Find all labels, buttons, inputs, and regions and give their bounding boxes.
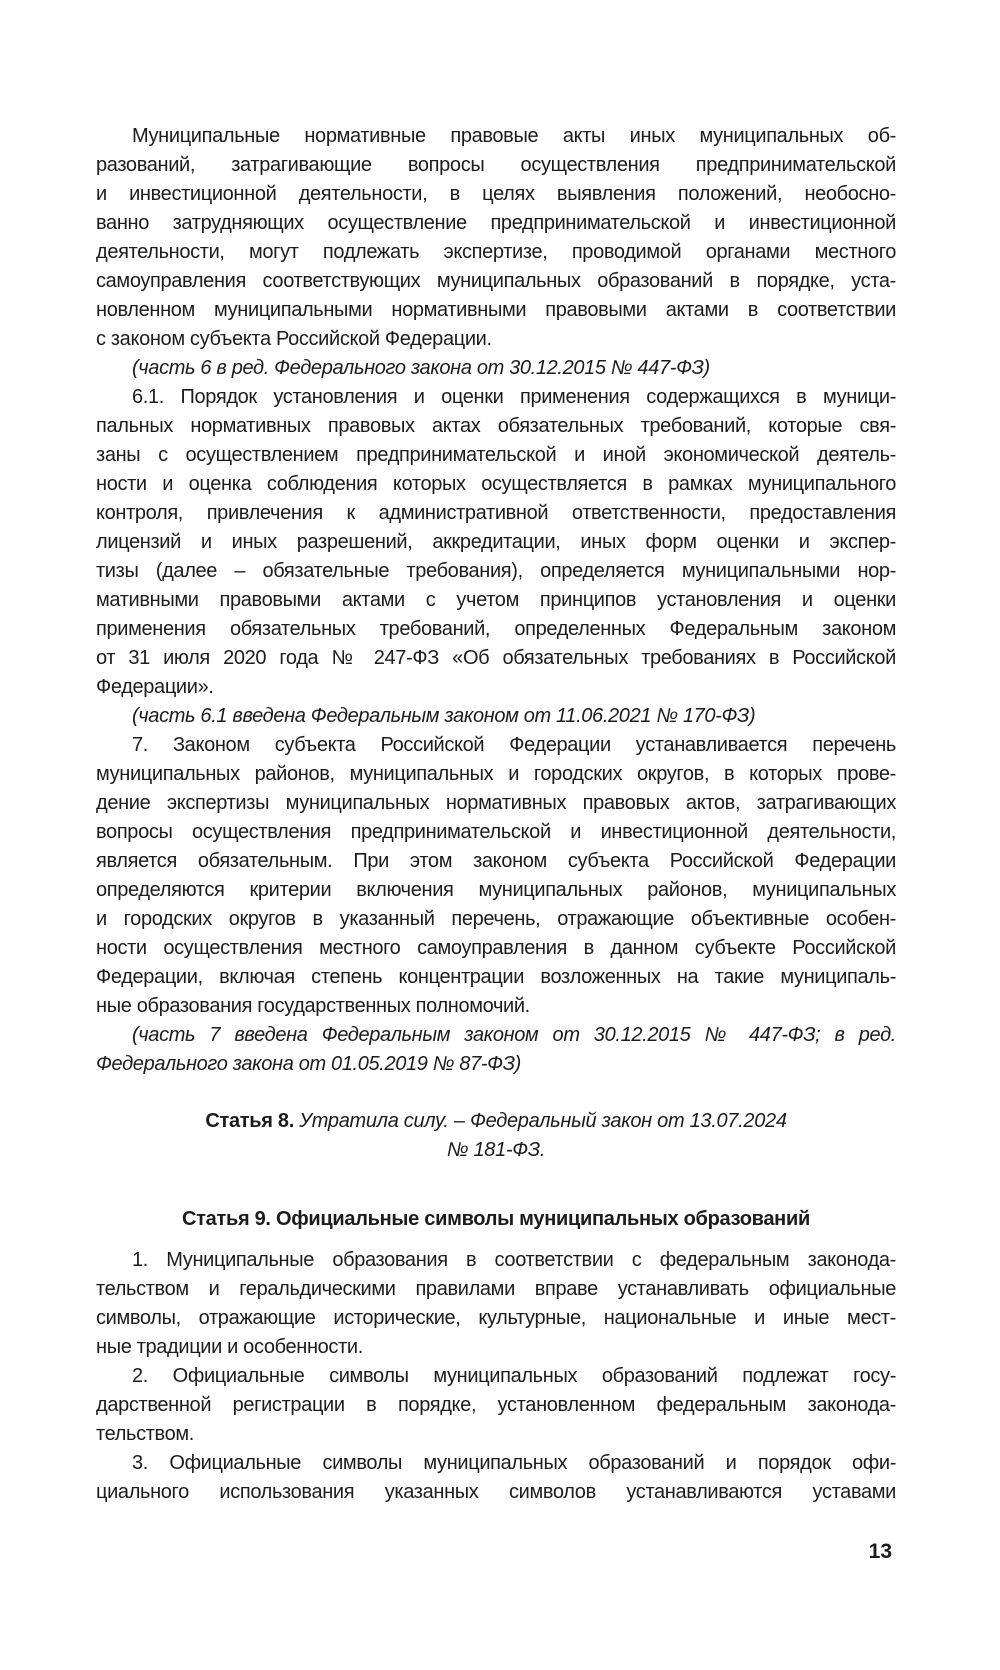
text-line: контроля, привлечения к административной ответственности, предоставления: [96, 502, 896, 524]
text-line: Федерации, включая степень концентрации возложенных на такие муниципаль-: [96, 966, 896, 988]
text-line: лицензий и иных разрешений, аккредитации, иных форм оценки и экспер-: [96, 531, 896, 553]
text-line: ности и оценка соблюдения которых осуществляется в рамках муниципального: [96, 473, 896, 495]
paragraph: [96, 1362, 896, 1449]
amendment-note: [96, 702, 896, 731]
page-body: [96, 122, 896, 1507]
paragraph: [96, 1246, 896, 1362]
text-line: циального использования указанных символов устанавливаются уставами: [96, 1481, 896, 1503]
text-line: разований, затрагивающие вопросы осуществления предпринимательской: [96, 154, 896, 176]
text-line: 7. Законом субъекта Российской Федерации устанавливается перечень: [132, 734, 896, 756]
text-line: 3. Официальные символы муниципальных образований и порядок офи-: [132, 1452, 896, 1474]
text-line: ванно затрудняющих осуществление предпринимательской и инвестиционной: [96, 212, 896, 234]
text-line: ные образования государственных полномочий.: [96, 995, 530, 1017]
page-number: 13: [868, 1540, 892, 1563]
text-line: 6.1. Порядок установления и оценки применения содержащихся в муници-: [132, 386, 896, 408]
text-line: является обязательным. При этом законом субъекта Российской Федерации: [96, 850, 896, 872]
text-line: (часть 6 в ред. Федерального закона от 30.12.2015 № 447-ФЗ): [132, 357, 710, 379]
text-line: применения обязательных требований, определенных Федеральным законом: [96, 618, 896, 640]
text-line: от 31 июля 2020 года № 247-ФЗ «Об обязательных требованиях в Российской: [96, 647, 896, 669]
text-line: тельством и геральдическими правилами вправе устанавливать официальные: [96, 1278, 896, 1300]
article9-body: [96, 1246, 896, 1507]
text-line: новленном муниципальными нормативными правовыми актами в соответствии: [96, 299, 896, 321]
text-line: Муниципальные нормативные правовые акты иных муниципальных об-: [132, 125, 896, 147]
text-line: мативными правовыми актами с учетом принципов установления и оценки: [96, 589, 896, 611]
text-line: тельством.: [96, 1423, 194, 1445]
text-line: 2. Официальные символы муниципальных образований подлежат госу-: [132, 1365, 896, 1387]
text-line: самоуправления соответствующих муниципальных образований в порядке, уста-: [96, 270, 896, 292]
text-line: Федерального закона от 01.05.2019 № 87-ФЗ): [96, 1053, 521, 1075]
text-line: муниципальных районов, муниципальных и городских округов, в которых прове-: [96, 763, 896, 785]
text-line: Федерации».: [96, 676, 214, 698]
text-line: и городских округов в указанный перечень, отражающие объективные особен-: [96, 908, 896, 930]
text-line: вопросы осуществления предпринимательской и инвестиционной деятельности,: [96, 821, 896, 843]
text-line: ности осуществления местного самоуправления в данном субъекте Российской: [96, 937, 896, 959]
text-line: определяются критерии включения муниципальных районов, муниципальных: [96, 879, 896, 901]
text-line: тизы (далее – обязательные требования), определяется муниципальными нор-: [96, 560, 896, 582]
article-8-label: Статья 8.: [205, 1110, 294, 1132]
article-8-heading: [96, 1107, 896, 1165]
text-line: символы, отражающие исторические, культурные, национальные и иные мест-: [96, 1307, 896, 1329]
paragraph: [96, 731, 896, 1021]
text-line: заны с осуществлением предпринимательской и иной экономической деятель-: [96, 444, 896, 466]
text-line: 1. Муниципальные образования в соответствии с федеральным законода-: [132, 1249, 896, 1271]
paragraph: [96, 122, 896, 354]
amendment-note: [96, 354, 896, 383]
text-line: (часть 6.1 введена Федеральным законом от 11.06.2021 № 170-ФЗ): [132, 705, 756, 727]
paragraph: [96, 1449, 896, 1507]
text-line: деятельности, могут подлежать экспертизе, проводимой органами местного: [96, 241, 896, 263]
text-line: и инвестиционной деятельности, в целях выявления положений, необосно-: [96, 183, 896, 205]
text-line: (часть 7 введена Федеральным законом от 30.12.2015 № 447-ФЗ; в ред.: [132, 1024, 896, 1046]
amendment-note: [96, 1021, 896, 1079]
text-line: с законом субъекта Российской Федерации.: [96, 328, 492, 350]
text-line: дарственной регистрации в порядке, установленном федеральным законода-: [96, 1394, 896, 1416]
text-line: дение экспертизы муниципальных нормативных правовых актов, затрагивающих: [96, 792, 896, 814]
article-9-heading: Статья 9. Официальные символы муниципальных образований: [182, 1208, 810, 1230]
text-line: ные традиции и особенности.: [96, 1336, 363, 1358]
paragraph: [96, 383, 896, 702]
article7-continuation: [96, 122, 896, 1079]
article-8-text-line2: № 181-ФЗ.: [446, 1139, 546, 1161]
text-line: пальных нормативных правовых актах обязательных требований, которые свя-: [96, 415, 896, 437]
article-8-text: Утратила силу. – Федеральный закон от 13.07.2024: [299, 1110, 787, 1132]
